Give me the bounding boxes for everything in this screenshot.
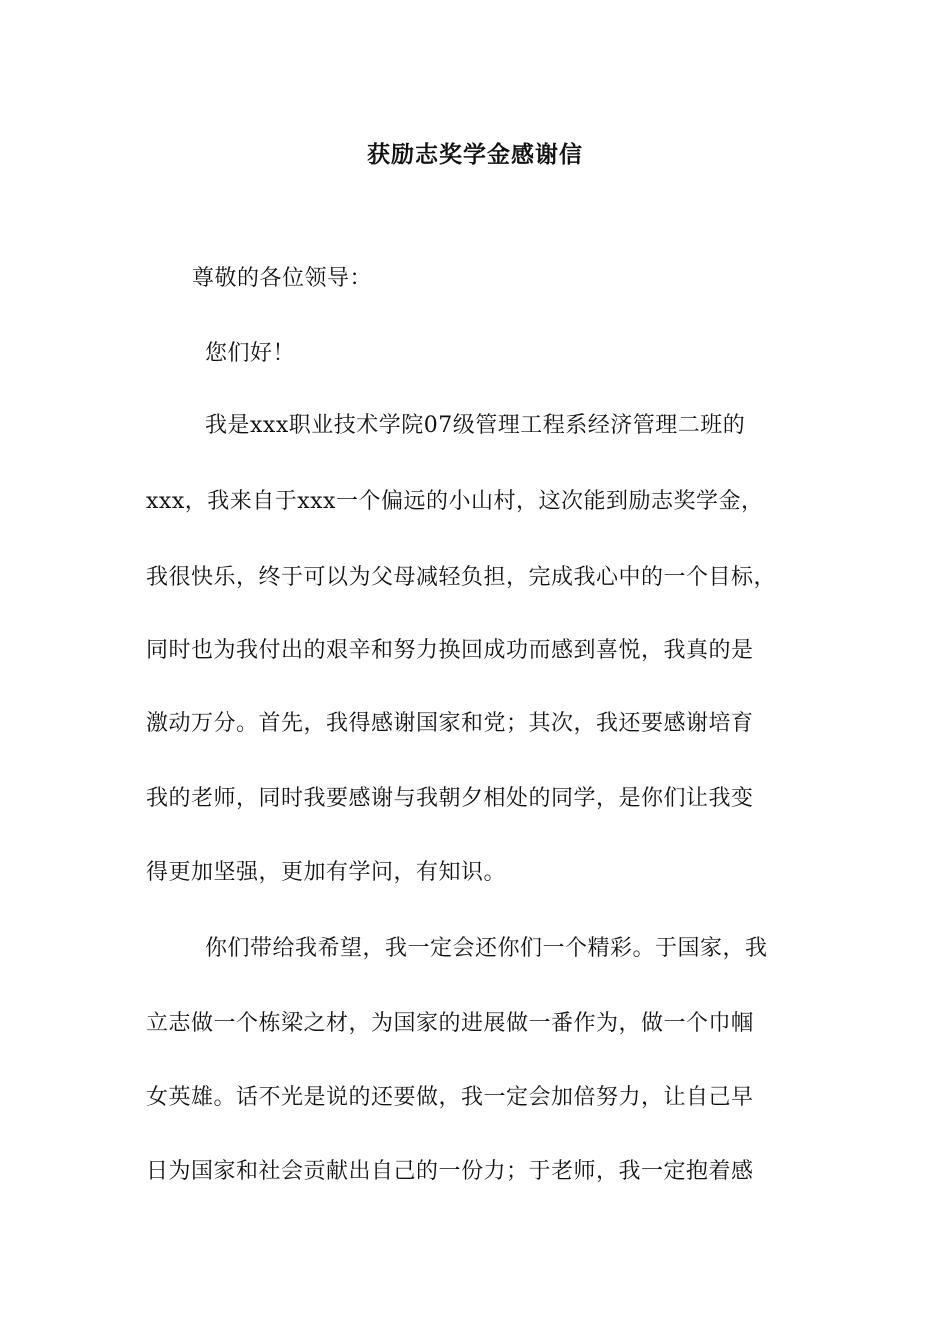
paragraph-line: 得更加坚强，更加有学问，有知识。 — [146, 860, 507, 885]
document-title: 获励志奖学金感谢信 — [367, 142, 583, 168]
paragraph-line: 立志做一个栋梁之材，为国家的进展做一番作为，做一个巾帼 — [146, 1011, 754, 1036]
paragraph-line: 女英雄。话不光是说的还要做，我一定会加倍努力，让自己早 — [146, 1085, 754, 1110]
paragraph-line: 你们带给我希望，我一定会还你们一个精彩。于国家，我 — [205, 936, 768, 961]
paragraph-line: xxx，我来自于xxx一个偏远的小山村，这次能到励志奖学金， — [146, 489, 764, 514]
salutation: 尊敬的各位领导： — [192, 266, 373, 291]
paragraph-line: 我很快乐，终于可以为父母减轻负担，完成我心中的一个目标， — [146, 565, 777, 590]
paragraph-line: 同时也为我付出的艰辛和努力换回成功而感到喜悦，我真的是 — [146, 638, 754, 663]
paragraph-line: 日为国家和社会贡献出自己的一份力；于老师，我一定抱着感 — [146, 1159, 754, 1184]
paragraph-line: 激动万分。首先，我得感谢国家和党；其次，我还要感谢培育 — [146, 711, 754, 736]
paragraph-line: 我的老师，同时我要感谢与我朝夕相处的同学，是你们让我变 — [146, 786, 754, 811]
paragraph-line: 我是xxx职业技术学院07级管理工程系经济管理二班的 — [205, 413, 746, 438]
greeting: 您们好！ — [205, 341, 296, 366]
